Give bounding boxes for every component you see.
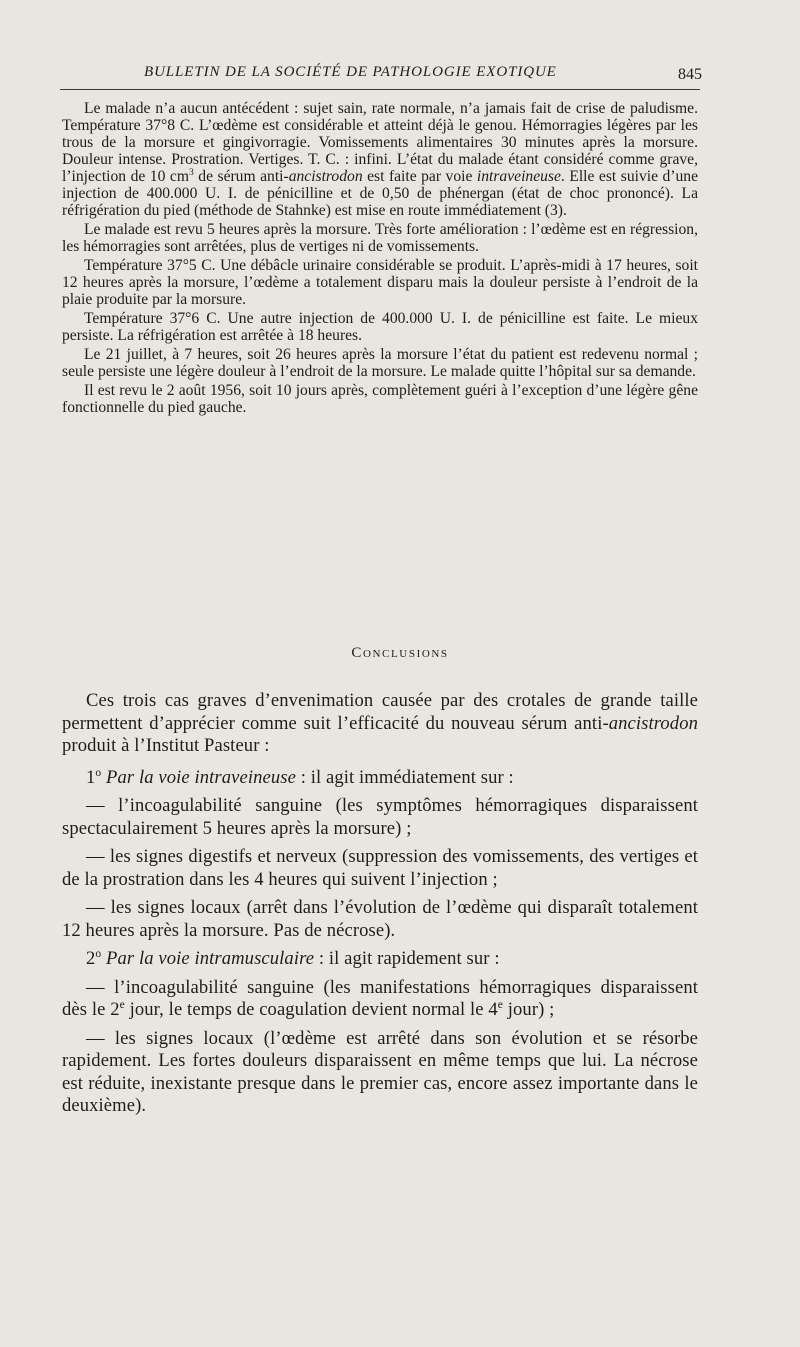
header-rule [60,89,700,90]
paragraph: Température 37°6 C. Une autre injection de 400.000 U. I. de pénicilline est faite. Le mieux persiste. La réfrigération est arrêtée à 18 heures. [62,310,698,344]
list-item: — les signes digestifs et nerveux (suppression des vomissements, des vertiges et de la prostration dans les 4 heures qui suivent l’injection ; [62,846,698,890]
page-header [60,56,700,90]
conclusions-text [62,690,698,1124]
paragraph: Le malade n’a aucun antécédent : sujet sain, rate normale, n’a jamais fait de crise de paludisme. Température 37°8 C. L’œdème est considérable et atteint déjà le genou. Hémorragies légères par les trous de la morsure et gingivorragie. Vomissements alimentaires 30 minutes après la morsure. Douleur intense. Prostration. Vertiges. T. C. : infini. L’état du malade étant considéré comme grave, l’injection de 10 $cm^3$ de sérum anti-ancistrodon est faite par voie intraveineuse. Elle est suivie d’une injection de 400.000 U. I. de pénicilline et de 0,50 de phénergan (état de choc prononcé). La réfrigération du pied (méthode de Stahnke) est mise en route immédiatement (3). [62,100,698,219]
list-item: — les signes locaux (arrêt dans l’évolution de l’œdème qui disparaît totalement 12 heures après la morsure. Pas de nécrose). [62,897,698,941]
numbered-point: 2$^o$ Par la voie intramusculaire : il agit rapidement sur : [86,947,500,969]
paragraph: Le 21 juillet, à 7 heures, soit 26 heures après la morsure l’état du patient est redevenu normal ; seule persiste une légère douleur à l’endroit de la morsure. Le malade quitte l’hôpital sur sa demande. [62,346,698,380]
paragraph: Température 37°5 C. Une débâcle urinaire considérable se produit. L’après-midi à 17 heures, soit 12 heures après la morsure, l’œdème a totalement disparu mais la douleur persiste à l’endroit de la plaie produite par la morsure. [62,257,698,308]
paragraph: Ces trois cas graves d’envenimation causée par des crotales de grande taille permettent d’apprécier comme suit l’efficacité du nouveau sérum anti-ancistrodon produit à l’Institut Pasteur : [62,690,698,756]
numbered-point: 1$^o$ Par la voie intraveineuse : il agit immédiatement sur : [86,766,514,788]
section-heading: Conclusions [351,645,449,661]
page-number: 845 [678,66,702,83]
list-item: — l’incoagulabilité sanguine (les manifestations hémorragiques disparaissent dès le 2e jour, le temps de coagulation devient normal le 4e jour) ; [62,976,698,1020]
paragraph: Le malade est revu 5 heures après la morsure. Très forte amélioration : l’œdème est en régression, les hémorragies sont arrêtées, plus de vertiges ni de vomissements. [62,221,698,255]
list-item: — l’incoagulabilité sanguine (les symptômes hémorragiques disparaissent spectaculairement 5 heures après la morsure) ; [62,795,698,839]
paragraph: Il est revu le 2 août 1956, soit 10 jours après, complètement guéri à l’exception d’une légère gêne fonctionnelle du pied gauche. [62,382,698,416]
case-report-text [62,100,698,418]
list-item: — les signes locaux (l’œdème est arrêté dans son évolution et se résorbe rapidement. Les fortes douleurs disparaissent en même temps que lui. La nécrose est réduite, inexistante presque dans le premier cas, encore assez importante dans le deuxième). [62,1027,698,1116]
running-title: BULLETIN DE LA SOCIÉTÉ DE PATHOLOGIE EXOTIQUE [144,64,557,80]
